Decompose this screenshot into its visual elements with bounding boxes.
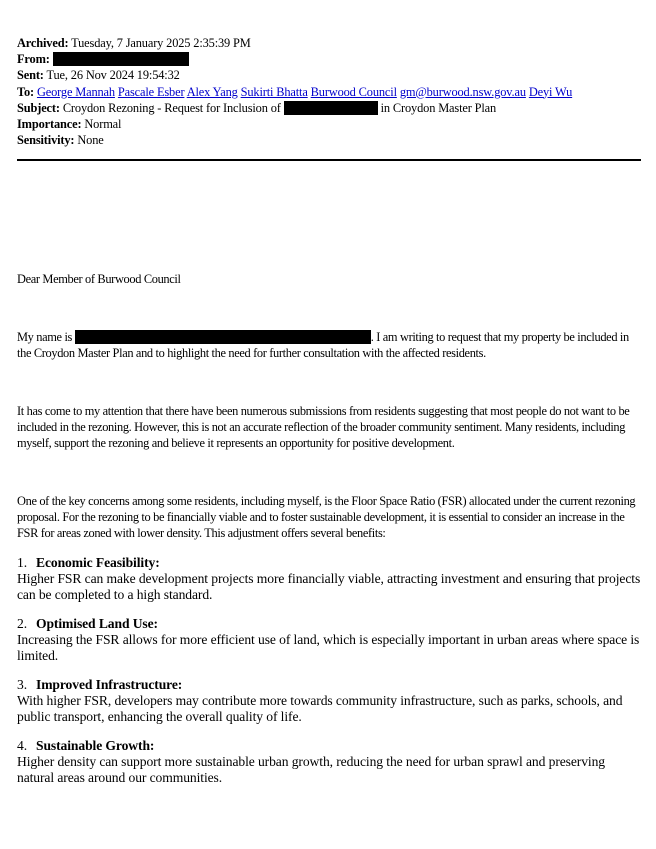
recipient-link[interactable]: Pascale Esber (117, 84, 185, 99)
benefit-title: Sustainable Growth: (36, 738, 155, 753)
archived-line (17, 35, 641, 51)
recipient-link[interactable]: Sukirti Bhatta (240, 84, 308, 99)
greeting: Dear Member of Burwood Council (17, 272, 181, 286)
benefit-text: With higher FSR, developers may contribute more towards community infrastructure, such as parks, schools, and public transport, enhancing the overall quality of life. (17, 693, 623, 725)
importance-label: Importance: (17, 116, 82, 131)
archived-value: Tuesday, 7 January 2025 2:35:39 PM (71, 36, 251, 50)
benefit-title: Improved Infrastructure: (36, 677, 183, 692)
subject-label: Subject: (17, 100, 60, 115)
recipient-link[interactable]: George Mannah (36, 84, 115, 99)
benefit-heading (17, 616, 641, 632)
sensitivity-value: None (77, 133, 104, 148)
recipient-link[interactable]: gm@burwood.nsw.gov.au (399, 84, 526, 99)
subject-line (17, 100, 641, 116)
subject-text-before: Croydon Rezoning - Request for Inclusion of (62, 100, 281, 115)
paragraph-community-sentiment: It has come to my attention that there have been numerous submissions from residents suggesting that most people do not want to be included in the rezoning. However, this is not an accurate reflection of the broader community sentiment. Many residents, including myself, support the rezoning and believe it represents an opportunity for positive development. (17, 404, 630, 451)
subject-text-after: in Croydon Master Plan (380, 100, 497, 115)
redacted-subject-address (284, 101, 378, 115)
benefit-title: Optimised Land Use: (36, 616, 158, 631)
sent-line (17, 67, 641, 83)
benefit-text: Higher density can support more sustainable urban growth, reducing the need for urban sprawl and preserving natural areas around our communities. (17, 754, 606, 786)
benefit-number: 1. (17, 555, 27, 570)
archived-label: Archived: (17, 36, 69, 50)
importance-line (17, 116, 641, 132)
intro-text-after: . I am writing to request that my property be included in the Croydon Master Plan and to highlight the need for further consultation with the affected residents. (17, 330, 629, 361)
paragraph-fsr-concern: One of the key concerns among some residents, including myself, is the Floor Space Ratio (FSR) allocated under the current rezoning proposal. For the rezoning to be financially viable and to foster sustainable development, it is essential to consider an increase in the FSR for areas zoned with lower density. This adjustment offers several benefits: (17, 494, 636, 541)
recipient-link[interactable]: Alex Yang (186, 84, 238, 99)
redacted-sender (53, 52, 189, 66)
benefit-item (17, 738, 641, 787)
header-divider (17, 159, 641, 161)
sent-value: Tue, 26 Nov 2024 19:54:32 (46, 68, 180, 83)
importance-value: Normal (84, 116, 122, 131)
paragraph-introduction (17, 329, 641, 361)
to-line (17, 84, 641, 100)
benefit-text: Increasing the FSR allows for more efficient use of land, which is especially important in urban areas where space is limited. (17, 632, 640, 664)
benefit-title: Economic Feasibility: (36, 555, 160, 570)
benefit-item (17, 555, 641, 604)
from-label: From: (17, 52, 50, 67)
benefit-heading (17, 555, 641, 571)
benefit-text: Higher FSR can make development projects more financially viable, attracting investment and ensuring that projects can be completed to a high standard. (17, 571, 641, 603)
benefit-item (17, 677, 641, 726)
intro-text-before: My name is (17, 330, 73, 344)
email-header (17, 35, 641, 148)
from-line (17, 51, 641, 67)
to-label: To: (17, 84, 34, 99)
benefit-number: 3. (17, 677, 27, 692)
benefit-heading (17, 738, 641, 754)
benefit-number: 2. (17, 616, 27, 631)
benefit-item (17, 616, 641, 665)
benefit-heading (17, 677, 641, 693)
recipient-link[interactable]: Burwood Council (310, 84, 397, 99)
redacted-name-address (75, 330, 371, 344)
benefit-number: 4. (17, 738, 27, 753)
sensitivity-label: Sensitivity: (17, 133, 75, 148)
recipient-link[interactable]: Deyi Wu (528, 84, 573, 99)
sent-label: Sent: (17, 68, 44, 83)
sensitivity-line (17, 132, 641, 148)
